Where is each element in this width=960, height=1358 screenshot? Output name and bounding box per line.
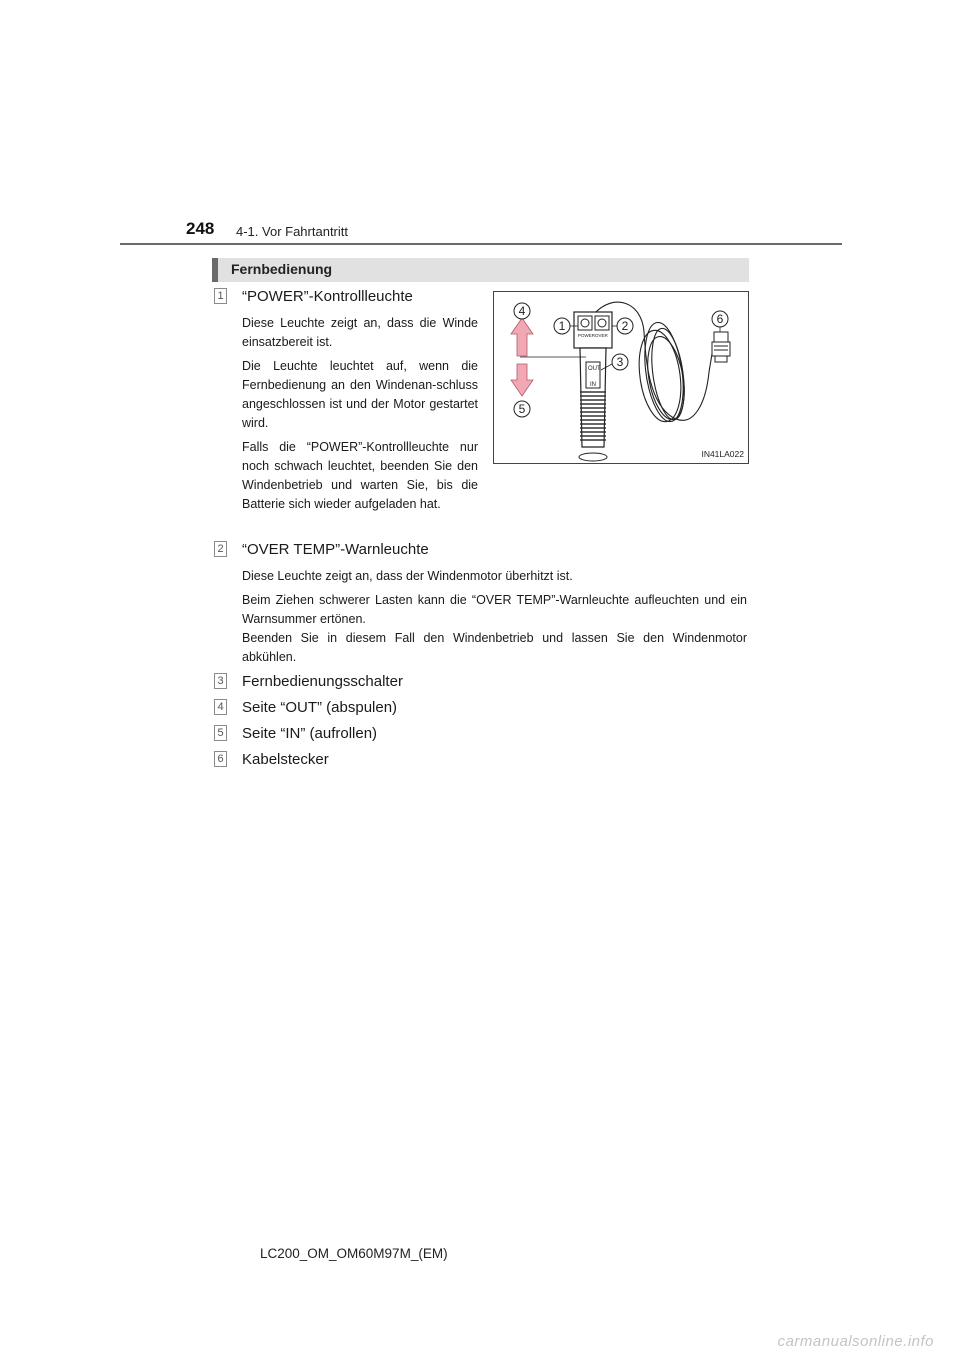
cable-plug [712, 332, 730, 362]
page-number: 248 [186, 219, 215, 238]
svg-text:POWER: POWER [578, 333, 596, 338]
item-title: “OVER TEMP”-Warnleuchte [242, 541, 429, 558]
svg-text:OUT: OUT [588, 366, 601, 372]
item-number-badge: 5 [214, 725, 227, 741]
document-code: LC200_OM_OM60M97M_(EM) [260, 1246, 448, 1261]
item-title: Kabelstecker [242, 751, 329, 768]
item-number-badge: 6 [214, 751, 227, 767]
svg-text:OVER: OVER [595, 333, 608, 338]
item-number-badge: 1 [214, 288, 227, 304]
subheading-title: Fernbedienung [231, 261, 333, 277]
arrow-down-icon [511, 364, 533, 396]
remote-handle [574, 312, 612, 447]
svg-text:3: 3 [616, 355, 624, 369]
svg-text:6: 6 [716, 312, 724, 326]
item-paragraph: Falls die “POWER”-Kontrollleuchte nur noch schwach leuchtet, beenden Sie den Windenbetrieb und warten Sie, bis die Batterie sich wieder aufgeladen hat. [242, 440, 478, 511]
item-paragraph: Beenden Sie in diesem Fall den Windenbetrieb und lassen Sie den Windenmotor abkühlen. [242, 631, 747, 664]
svg-text:4: 4 [518, 304, 526, 318]
item-number-badge: 4 [214, 699, 227, 715]
svg-text:IN: IN [590, 382, 596, 388]
item-number-badge: 3 [214, 673, 227, 689]
item-title: Seite “OUT” (abspulen) [242, 699, 398, 716]
svg-text:1: 1 [558, 319, 566, 333]
svg-text:5: 5 [518, 402, 526, 416]
item-paragraph: Diese Leuchte zeigt an, dass der Windenmotor überhitzt ist. [242, 569, 573, 583]
svg-text:2: 2 [621, 319, 629, 333]
remote-control-figure [493, 291, 749, 464]
item-title: “POWER”-Kontrollleuchte [242, 288, 413, 305]
item-paragraph: Diese Leuchte zeigt an, dass die Winde einsatzbereit ist. [242, 316, 478, 349]
arrow-up-icon [511, 318, 533, 356]
item-title: Fernbedienungsschalter [242, 673, 403, 690]
item-number-badge: 2 [214, 541, 227, 557]
watermark: carmanualsonline.info [777, 1333, 934, 1350]
item-title: Seite “IN” (aufrollen) [242, 725, 378, 742]
item-paragraph: Die Leuchte leuchtet auf, wenn die Fernbedienung an den Windenan-schluss angeschlossen ist und der Motor gestartet wird. [242, 359, 478, 430]
figure-code: IN41LA022 [701, 449, 744, 459]
remote-control-illustration [494, 292, 750, 465]
header-divider [120, 243, 842, 245]
item-paragraph: Beim Ziehen schwerer Lasten kann die “OVER TEMP”-Warnleuchte aufleuchten und ein Warnsummer ertönen. [242, 593, 747, 626]
subheading-bar [212, 258, 749, 282]
section-title: 4-1. Vor Fahrtantritt [236, 224, 348, 239]
